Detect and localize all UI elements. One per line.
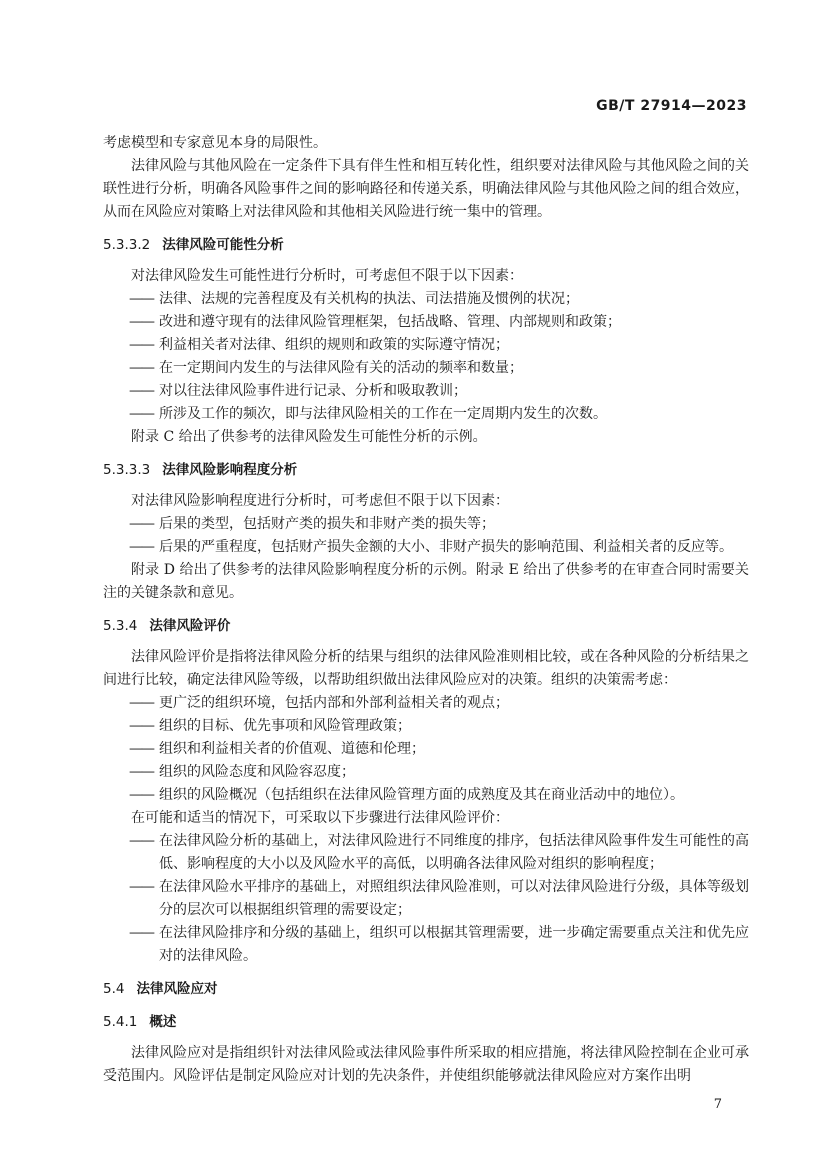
bullet-dash: —— [129, 833, 153, 849]
bullet-dash: —— [129, 718, 153, 734]
bullet-dash: —— [129, 879, 153, 895]
section-title: 法律风险应对 [136, 981, 218, 997]
section-heading-5-4-1 [103, 1011, 749, 1034]
list-item-text: 所涉及工作的频次，即与法律风险相关的工作在一定周期内发生的次数。 [159, 406, 607, 422]
list-item-text: 组织的风险态度和风险容忍度； [159, 764, 355, 780]
list-item-text: 后果的类型，包括财产类的损失和非财产类的损失等； [159, 516, 495, 532]
bullet-dash: —— [129, 764, 153, 780]
list-item-text: 更广泛的组织环境，包括内部和外部利益相关者的观点； [159, 695, 509, 711]
page-number: 7 [713, 1097, 722, 1112]
list-item [103, 513, 749, 536]
list-item [103, 380, 749, 403]
paragraph: 附录 C 给出了供参考的法律风险发生可能性分析的示例。 [131, 429, 487, 445]
paragraph: 法律风险应对是指组织针对法律风险或法律风险事件所采取的相应措施，将法律风险控制在企业可承受范围内。风险评估是制定风险应对计划的先决条件，并使组织能够就法律风险应对方案作出明 [103, 1045, 749, 1084]
bullet-dash: —— [129, 925, 153, 941]
bullet-dash: —— [129, 337, 153, 353]
section-number: 5.4.1 [103, 1014, 138, 1030]
bullet-dash: —— [129, 695, 153, 711]
list-item-text: 法律、法规的完善程度及有关机构的执法、司法措施及惯例的状况； [159, 291, 579, 307]
bullet-dash: —— [129, 314, 153, 330]
section-title: 法律风险影响程度分析 [162, 462, 298, 478]
bullet-dash: —— [129, 291, 153, 307]
bullet-dash: —— [129, 741, 153, 757]
list-item-text: 在法律风险水平排序的基础上，对照组织法律风险准则，可以对法律风险进行分级，具体等级划分的层次可以根据组织管理的需要设定； [159, 879, 749, 918]
bullet-dash: —— [129, 406, 153, 422]
list-item [103, 922, 749, 968]
list-item-text: 对以往法律风险事件进行记录、分析和吸取教训； [159, 383, 467, 399]
bullet-dash: —— [129, 383, 153, 399]
section-title: 法律风险可能性分析 [162, 237, 284, 253]
list-item-text: 在一定期间内发生的与法律风险有关的活动的频率和数量； [159, 360, 523, 376]
bullet-dash: —— [129, 516, 153, 532]
list-item-text: 利益相关者对法律、组织的规则和政策的实际遵守情况； [159, 337, 509, 353]
paragraph: 在可能和适当的情况下，可采取以下步骤进行法律风险评价： [131, 810, 509, 826]
page-body [103, 132, 749, 1088]
list-item-text: 组织的目标、优先事项和风险管理政策； [159, 718, 411, 734]
list-item-text: 改进和遵守现有的法律风险管理框架，包括战略、管理、内部规则和政策； [159, 314, 621, 330]
list-item [103, 784, 749, 807]
list-item [103, 403, 749, 426]
bullet-dash: —— [129, 787, 153, 803]
section-heading-5-3-3-2 [103, 234, 749, 257]
list-item [103, 692, 749, 715]
list-item [103, 876, 749, 922]
list-item [103, 761, 749, 784]
list-item [103, 334, 749, 357]
list-item-text: 在法律风险分析的基础上，对法律风险进行不同维度的排序，包括法律风险事件发生可能性的高低、影响程度的大小以及风险水平的高低，以明确各法律风险对组织的影响程度； [159, 833, 749, 872]
section-heading-5-3-4 [103, 615, 749, 638]
section-title: 法律风险评价 [149, 618, 231, 634]
section-title: 概述 [149, 1014, 177, 1030]
list-item-text: 组织的风险概况（包括组织在法律风险管理方面的成熟度及其在商业活动中的地位）。 [159, 787, 684, 803]
list-item [103, 536, 749, 559]
paragraph: 对法律风险发生可能性进行分析时，可考虑但不限于以下因素： [131, 268, 523, 284]
list-item-text: 在法律风险排序和分级的基础上，组织可以根据其管理需要，进一步确定需要重点关注和优先应对的法律风险。 [159, 925, 749, 964]
list-item-text: 后果的严重程度，包括财产损失金额的大小、非财产损失的影响范围、利益相关者的反应等。 [159, 539, 733, 555]
paragraph: 附录 D 给出了供参考的法律风险影响程度分析的示例。附录 E 给出了供参考的在审查合同时需要关注的关键条款和意见。 [103, 562, 749, 601]
paragraph: 对法律风险影响程度进行分析时，可考虑但不限于以下因素： [131, 493, 509, 509]
list-item [103, 288, 749, 311]
list-item [103, 311, 749, 334]
section-number: 5.3.3.3 [103, 462, 151, 478]
section-heading-5-4 [103, 978, 749, 1001]
list-item [103, 357, 749, 380]
paragraph: 考虑模型和专家意见本身的局限性。 [103, 135, 327, 151]
list-item [103, 830, 749, 876]
bullet-dash: —— [129, 539, 153, 555]
bullet-dash: —— [129, 360, 153, 376]
section-number: 5.3.3.2 [103, 237, 151, 253]
list-item [103, 715, 749, 738]
section-number: 5.4 [103, 981, 125, 997]
section-number: 5.3.4 [103, 618, 138, 634]
section-heading-5-3-3-3 [103, 459, 749, 482]
list-item-text: 组织和利益相关者的价值观、道德和伦理； [159, 741, 425, 757]
standard-code: GB/T 27914—2023 [596, 98, 747, 114]
list-item [103, 738, 749, 761]
paragraph: 法律风险评价是指将法律风险分析的结果与组织的法律风险准则相比较，或在各种风险的分析结果之间进行比较，确定法律风险等级，以帮助组织做出法律风险应对的决策。组织的决策需考虑： [103, 649, 749, 688]
paragraph: 法律风险与其他风险在一定条件下具有伴生性和相互转化性，组织要对法律风险与其他风险之间的关联性进行分析，明确各风险事件之间的影响路径和传递关系，明确法律风险与其他风险之间的组合效应，从而在风险应对策略上对法律风险和其他相关风险进行统一集中的管理。 [103, 158, 749, 220]
